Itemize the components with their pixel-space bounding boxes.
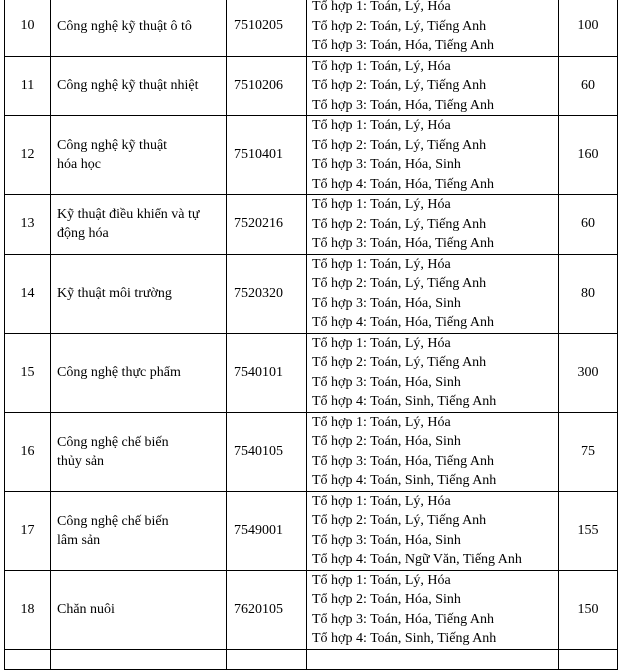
subject-combination: Tổ hợp 4: Toán, Hóa, Tiếng Anh: [312, 176, 494, 192]
subject-combination: Tổ hợp 2: Toán, Lý, Tiếng Anh: [312, 137, 487, 153]
subject-combination: Tổ hợp 1: Toán, Lý, Hóa: [312, 197, 451, 212]
quota: 160: [559, 116, 618, 195]
subject-combination: Tổ hợp 2: Toán, Lý, Tiếng Anh: [312, 216, 487, 232]
subject-combinations: [307, 56, 559, 116]
program-name: [51, 570, 227, 649]
program-code: 7540105: [227, 412, 307, 491]
program-name: [51, 56, 227, 116]
subject-combination: Tổ hợp 3: Toán, Hóa, Sinh: [312, 157, 461, 172]
subject-combination: Tổ hợp 3: Toán, Hóa, Sinh: [312, 374, 461, 390]
subject-combination: Tổ hợp 3: Toán, Hóa, Sinh: [312, 295, 461, 311]
subject-combination: Tổ hợp 3: Toán, Hóa, Sinh: [312, 532, 461, 548]
program-name-line: động hóa: [57, 226, 109, 242]
row-number: 11: [5, 56, 51, 116]
program-name: [51, 649, 227, 670]
subject-combination: Tổ hợp 4: Toán, Ngữ Văn, Tiếng Anh: [312, 552, 522, 567]
table-row: [5, 0, 618, 56]
subject-combination: Tổ hợp 1: Toán, Lý, Hóa: [312, 0, 451, 14]
table-row: [5, 491, 618, 570]
subject-combinations: [307, 116, 559, 195]
program-name: [51, 195, 227, 255]
subject-combinations: [307, 195, 559, 255]
admissions-table-body: [5, 0, 618, 670]
program-name-line: Công nghệ kỹ thuật nhiệt: [57, 78, 199, 94]
subject-combinations: [307, 491, 559, 570]
subject-combination: Tổ hợp 1: Toán, Lý, Hóa: [312, 414, 451, 430]
program-code: 7510401: [227, 116, 307, 195]
subject-combination: Tổ hợp 4: Toán, Hóa, Tiếng Anh: [312, 315, 494, 330]
quota: 60: [559, 195, 618, 255]
table-row: [5, 412, 618, 491]
subject-combination: Tổ hợp 1: Toán, Lý, Hóa: [312, 493, 451, 509]
subject-combinations: [307, 333, 559, 412]
subject-combination: Tổ hợp 2: Toán, Lý, Tiếng Anh: [312, 18, 487, 34]
quota: [559, 649, 618, 670]
row-number: 18: [5, 570, 51, 649]
quota: 80: [559, 254, 618, 333]
program-name-line: lâm sản: [57, 532, 101, 548]
subject-combination: Tổ hợp 4: Toán, Sinh, Tiếng Anh: [312, 631, 497, 646]
program-code: 7549001: [227, 491, 307, 570]
quota: 300: [559, 333, 618, 412]
subject-combination: Tổ hợp 2: Toán, Hóa, Sinh: [312, 592, 461, 607]
row-number: 15: [5, 333, 51, 412]
program-name-line: Công nghệ kỹ thuật ô tô: [57, 18, 192, 34]
subject-combinations: [307, 570, 559, 649]
quota: 150: [559, 570, 618, 649]
admissions-table: [4, 0, 618, 670]
row-number: 14: [5, 254, 51, 333]
program-code: [227, 649, 307, 670]
quota: 100: [559, 0, 618, 56]
subject-combinations: [307, 254, 559, 333]
program-code: 7510206: [227, 56, 307, 116]
subject-combination: Tổ hợp 2: Toán, Lý, Tiếng Anh: [312, 78, 487, 93]
row-number: 12: [5, 116, 51, 195]
subject-combination: [312, 650, 558, 670]
program-code: 7620105: [227, 570, 307, 649]
subject-combinations: [307, 412, 559, 491]
subject-combination: Tổ hợp 3: Toán, Hóa, Tiếng Anh: [312, 611, 494, 627]
subject-combination: Tổ hợp 1: Toán, Lý, Hóa: [312, 335, 451, 351]
program-name-line: thủy sản: [57, 453, 105, 469]
program-code: 7510205: [227, 0, 307, 56]
subject-combination: Tổ hợp 1: Toán, Lý, Hóa: [312, 256, 451, 272]
subject-combination: Tổ hợp 1: Toán, Lý, Hóa: [312, 58, 451, 74]
row-number: 10: [5, 0, 51, 56]
table-row: [5, 195, 618, 255]
table-row: [5, 116, 618, 195]
program-name: [51, 491, 227, 570]
program-name-line: Công nghệ chế biến: [57, 434, 169, 450]
program-name: [51, 254, 227, 333]
program-name-line: Công nghệ kỹ thuật: [57, 138, 168, 153]
table-row: [5, 649, 618, 670]
program-name-line: Kỹ thuật điều khiển và tự: [57, 207, 200, 223]
quota: 75: [559, 412, 618, 491]
row-number: [5, 649, 51, 670]
program-code: 7520216: [227, 195, 307, 255]
row-number: 16: [5, 412, 51, 491]
program-name-line: Công nghệ chế biến: [57, 513, 169, 529]
program-code: 7520320: [227, 254, 307, 333]
table-row: [5, 570, 618, 649]
subject-combination: Tổ hợp 4: Toán, Sinh, Tiếng Anh: [312, 473, 497, 488]
subject-combination: Tổ hợp 3: Toán, Hóa, Tiếng Anh: [312, 97, 494, 113]
program-name: [51, 333, 227, 412]
subject-combination: Tổ hợp 2: Toán, Lý, Tiếng Anh: [312, 513, 487, 528]
subject-combination: Tổ hợp 4: Toán, Sinh, Tiếng Anh: [312, 394, 497, 409]
table-row: [5, 56, 618, 116]
subject-combination: Tổ hợp 2: Toán, Lý, Tiếng Anh: [312, 276, 487, 291]
subject-combination: Tổ hợp 1: Toán, Lý, Hóa: [312, 572, 451, 588]
quota: 60: [559, 56, 618, 116]
table-row: [5, 333, 618, 412]
program-name-line: Kỹ thuật môi trường: [57, 286, 172, 301]
subject-combination: Tổ hợp 2: Toán, Hóa, Sinh: [312, 434, 461, 449]
subject-combinations: [307, 0, 559, 56]
row-number: 17: [5, 491, 51, 570]
subject-combination: Tổ hợp 3: Toán, Hóa, Tiếng Anh: [312, 236, 494, 251]
program-name: [51, 0, 227, 56]
subject-combination: Tổ hợp 3: Toán, Hóa, Tiếng Anh: [312, 453, 494, 469]
program-name: [51, 116, 227, 195]
program-name-line: Công nghệ thực phẩm: [57, 365, 181, 380]
program-name-line: hóa học: [57, 157, 101, 172]
program-name: [51, 412, 227, 491]
quota: 155: [559, 491, 618, 570]
row-number: 13: [5, 195, 51, 255]
subject-combination: Tổ hợp 3: Toán, Hóa, Tiếng Anh: [312, 38, 494, 53]
program-name-line: Chăn nuôi: [57, 602, 115, 617]
subject-combinations: [307, 649, 559, 670]
table-row: [5, 254, 618, 333]
subject-combination: Tổ hợp 1: Toán, Lý, Hóa: [312, 118, 451, 133]
program-code: 7540101: [227, 333, 307, 412]
subject-combination: Tổ hợp 2: Toán, Lý, Tiếng Anh: [312, 355, 487, 370]
